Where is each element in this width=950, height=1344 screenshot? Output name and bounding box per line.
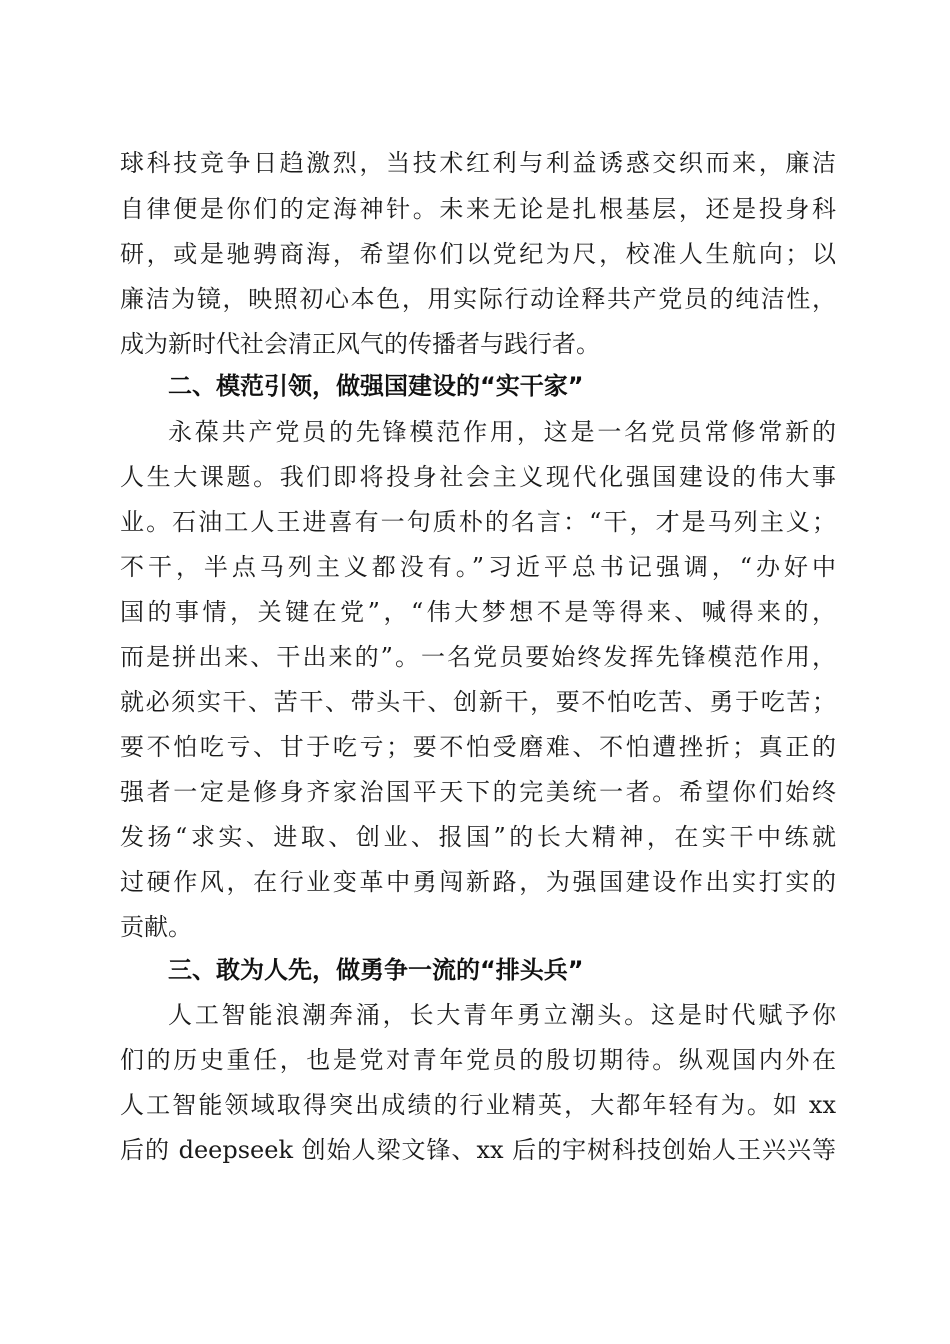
paragraph-line: 自律便是你们的定海神针。未来无论是扎根基层，还是投身科 bbox=[120, 195, 836, 223]
paragraph-line: 人工智能领域取得突出成绩的行业精英，大都年轻有为。如 xx bbox=[120, 1091, 836, 1119]
paragraph-line: 而是拼出来、干出来的”。一名党员要始终发挥先锋模范作用， bbox=[120, 643, 836, 671]
paragraph-line: 永葆共产党员的先锋模范作用，这是一名党员常修常新的 bbox=[168, 418, 836, 446]
paragraph-line: 业。石油工人王进喜有一句质朴的名言：“干，才是马列主义； bbox=[120, 508, 836, 536]
paragraph-line: 们的历史重任，也是党对青年党员的殷切期待。纵观国内外在 bbox=[120, 1046, 836, 1074]
paragraph-line: 人工智能浪潮奔涌，长大青年勇立潮头。这是时代赋予你 bbox=[168, 1001, 836, 1029]
paragraph-line: 人生大课题。我们即将投身社会主义现代化强国建设的伟大事 bbox=[120, 463, 836, 491]
paragraph-line: 发扬“求实、进取、创业、报国”的长大精神，在实干中练就 bbox=[120, 823, 836, 851]
paragraph-line: 成为新时代社会清正风气的传播者与践行者。 bbox=[120, 330, 600, 358]
paragraph-line: 就必须实干、苦干、带头干、创新干，要不怕吃苦、勇于吃苦； bbox=[120, 688, 836, 716]
section-heading: 三、敢为人先，做勇争一流的“排头兵” bbox=[168, 956, 584, 984]
paragraph-line: 强者一定是修身齐家治国平天下的完美统一者。希望你们始终 bbox=[120, 778, 836, 806]
paragraph-line: 贡献。 bbox=[120, 913, 192, 941]
paragraph-line: 过硬作风，在行业变革中勇闯新路，为强国建设作出实打实的 bbox=[120, 868, 836, 896]
paragraph-line: 国的事情，关键在党”，“伟大梦想不是等得来、喊得来的， bbox=[120, 598, 836, 626]
paragraph-line: 研，或是驰骋商海，希望你们以党纪为尺，校准人生航向；以 bbox=[120, 240, 836, 268]
section-heading: 二、模范引领，做强国建设的“实干家” bbox=[168, 372, 584, 400]
paragraph-line: 后的 deepseek 创始人梁文锋、xx 后的宇树科技创始人王兴兴等 bbox=[120, 1136, 836, 1164]
paragraph-line: 不干，半点马列主义都没有。”习近平总书记强调，“办好中 bbox=[120, 553, 836, 581]
paragraph-line: 廉洁为镜，映照初心本色，用实际行动诠释共产党员的纯洁性， bbox=[120, 285, 836, 313]
paragraph-line: 球科技竞争日趋激烈，当技术红利与利益诱惑交织而来，廉洁 bbox=[120, 149, 836, 177]
paragraph-line: 要不怕吃亏、甘于吃亏；要不怕受磨难、不怕遭挫折；真正的 bbox=[120, 733, 836, 761]
